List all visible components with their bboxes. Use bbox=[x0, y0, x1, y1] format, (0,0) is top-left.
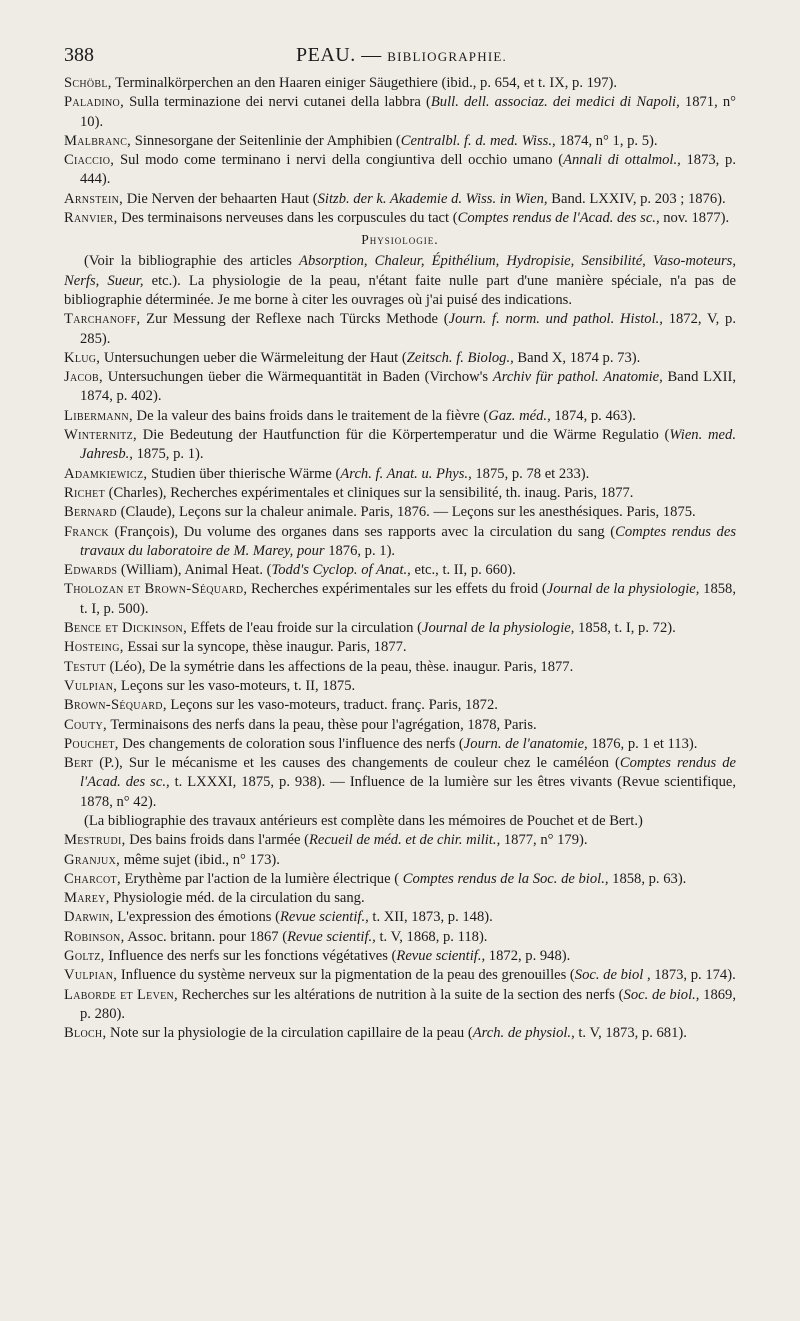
entry-citation: Revue scientif., bbox=[280, 909, 369, 926]
bibliography-entry bbox=[64, 908, 736, 927]
bibliography-entry bbox=[64, 407, 736, 426]
entry-author: Bernard bbox=[64, 504, 117, 521]
note-bibliography: (La bibliographie des travaux antérieurs est complète dans les mémoires de Pouchet et de Bert.) bbox=[84, 812, 643, 829]
bibliography-entry bbox=[64, 947, 736, 966]
entry-text: Des terminaisons nerveuses dans les corpuscules du tact ( bbox=[117, 210, 458, 227]
entry-author: Adamkiewicz, bbox=[64, 465, 148, 482]
entry-citation: Sitzb. der k. Akademie d. Wiss. in Wien, bbox=[317, 190, 548, 207]
entry-text: (Léo), De la symétrie dans les affections de la peau, thèse. inaugur. Paris, 1877. bbox=[105, 658, 574, 675]
entry-details: 1874, n° 1, p. 5). bbox=[555, 132, 658, 149]
entry-author: Franck bbox=[64, 523, 109, 540]
entry-citation: Arch. de physiol., bbox=[472, 1025, 575, 1042]
entry-author: Bence et Dickinson, bbox=[64, 620, 188, 637]
entry-citation: Journ. f. norm. und pathol. Histol., bbox=[448, 311, 663, 328]
entry-citation: Comptes rendus de l'Acad. des sc., bbox=[457, 210, 660, 227]
entry-text: Die Bedeutung der Hautfunction für die Körpertemperatur und die Wärme Regulatio ( bbox=[136, 427, 670, 444]
entry-author: Marey, bbox=[64, 890, 110, 907]
entry-citation: Zeitsch. f. Biolog., bbox=[406, 349, 514, 366]
running-title-sub: BIBLIOGRAPHIE. bbox=[387, 49, 507, 64]
entry-citation: Soc. de biol., bbox=[623, 986, 700, 1003]
entry-text: L'expression des émotions ( bbox=[113, 909, 280, 926]
entry-author: Granjux, bbox=[64, 851, 121, 868]
entry-text: Leçons sur les vaso-moteurs, t. II, 1875. bbox=[117, 677, 356, 694]
bibliography-physiology bbox=[64, 310, 736, 812]
entry-text: Influence des nerfs sur les fonctions végétatives ( bbox=[104, 948, 397, 965]
entry-author: Arnstein, bbox=[64, 190, 124, 207]
entry-text: (William), Animal Heat. ( bbox=[117, 562, 272, 579]
bibliography-entry bbox=[64, 735, 736, 754]
entry-details: 1871, n° 10). bbox=[80, 94, 736, 130]
entry-citation: Journal de la physiologie, bbox=[546, 581, 700, 598]
bibliography-anatomy bbox=[64, 74, 736, 228]
entry-author: Laborde et Leven, bbox=[64, 986, 178, 1003]
entry-text: Effets de l'eau froide sur la circulation ( bbox=[187, 620, 422, 637]
entry-details: 1875, p. 78 et 233). bbox=[471, 465, 590, 482]
entry-text: (P.), Sur le mécanisme et les causes des changements de couleur chez le caméléon ( bbox=[93, 755, 620, 772]
bibliography-entry bbox=[64, 928, 736, 947]
entry-author: Testut bbox=[64, 658, 106, 675]
entry-details: t. XII, 1873, p. 148). bbox=[368, 909, 493, 926]
entry-text: Note sur la physiologie de la circulation capillaire de la peau ( bbox=[106, 1025, 473, 1042]
bibliography-physiology-continued bbox=[64, 831, 736, 1043]
bibliography-entry bbox=[64, 465, 736, 484]
entry-author: Vulpian, bbox=[64, 677, 118, 694]
entry-citation: Revue scientif., bbox=[287, 928, 376, 945]
entry-details: 1858, t. I, p. 72). bbox=[574, 620, 676, 637]
entry-author: Goltz, bbox=[64, 948, 105, 965]
entry-details: 1875, p. 1). bbox=[132, 446, 204, 463]
bibliography-entry bbox=[64, 484, 736, 503]
bibliography-entry bbox=[64, 638, 736, 657]
running-header bbox=[64, 44, 736, 74]
entry-author: Klug, bbox=[64, 349, 101, 366]
entry-author: Robinson, bbox=[64, 928, 125, 945]
entry-details: 1876, p. 1). bbox=[324, 542, 396, 559]
bibliography-entry bbox=[64, 132, 736, 151]
entry-text: Die Nerven der behaarten Haut ( bbox=[123, 190, 318, 207]
bibliography-entry bbox=[64, 310, 736, 349]
bibliography-entry bbox=[64, 966, 736, 985]
bibliography-entry bbox=[64, 619, 736, 638]
intro-text-start: (Voir la bibliographie des articles bbox=[84, 253, 300, 270]
entry-details: Band X, 1874 p. 73). bbox=[513, 349, 641, 366]
entry-details: 1872, V, p. 285). bbox=[80, 311, 736, 347]
entry-text: Terminalkörperchen an den Haaren einiger Säugethiere (ibid., p. 654, et t. IX, p. 197). bbox=[111, 75, 618, 91]
bibliography-entry bbox=[64, 368, 736, 407]
entry-text: Terminaisons des nerfs dans la peau, thèse pour l'agrégation, 1878, Paris. bbox=[106, 716, 537, 733]
entry-citation: Soc. de biol bbox=[574, 967, 644, 984]
bibliography-entry bbox=[64, 209, 736, 228]
running-title-main: PEAU. bbox=[296, 44, 356, 66]
entry-details: nov. 1877). bbox=[659, 210, 730, 227]
entry-author: Couty, bbox=[64, 716, 107, 733]
entry-text: Untersuchungen ueber die Wärmeleitung der Haut ( bbox=[100, 349, 407, 366]
bibliography-entry bbox=[64, 677, 736, 696]
entry-text: Erythème par l'action de la lumière électrique ( bbox=[120, 870, 403, 887]
entry-text: Untersuchungen üeber die Wärmequantität in Baden (Virchow's bbox=[102, 369, 493, 386]
page-body bbox=[64, 74, 736, 1044]
running-title-separator: — bbox=[355, 44, 388, 66]
entry-citation: Recueil de méd. et de chir. milit., bbox=[308, 832, 501, 849]
entry-details: , 1873, p. 174). bbox=[643, 967, 736, 984]
entry-details: 1876, p. 1 et 113). bbox=[587, 735, 698, 752]
bibliography-entry bbox=[64, 74, 736, 93]
entry-author: Darwin, bbox=[64, 909, 114, 926]
entry-author: Charcot, bbox=[64, 870, 121, 887]
entry-citation: Comptes rendus des travaux du laboratoire de M. Marey, pour bbox=[80, 523, 736, 559]
entry-citation: Revue scientif., bbox=[396, 948, 486, 965]
intro-paragraph bbox=[64, 252, 736, 310]
entry-author: Mestrudi, bbox=[64, 832, 126, 849]
entry-citation: Journal de la physiologie, bbox=[422, 620, 575, 637]
entry-text: Des changements de coloration sous l'influence des nerfs ( bbox=[118, 735, 464, 752]
bibliography-entry bbox=[64, 1024, 736, 1043]
entry-details: t. V, 1868, p. 118). bbox=[375, 928, 488, 945]
intro-articles: Absorption, Chaleur, Épithélium, Hydropisie, Sensibilité, Vaso-moteurs, Nerfs, Sueur, bbox=[64, 253, 736, 289]
entry-author: Edwards bbox=[64, 562, 118, 579]
entry-text: Essai sur la syncope, thèse inaugur. Paris, 1877. bbox=[123, 639, 407, 656]
page-number: 388 bbox=[64, 44, 94, 66]
bibliography-entry bbox=[64, 561, 736, 580]
entry-text: Des bains froids dans l'armée ( bbox=[125, 832, 309, 849]
bibliography-entry bbox=[64, 190, 736, 209]
entry-author: Paladino, bbox=[64, 94, 125, 111]
entry-author: Winternitz, bbox=[64, 427, 137, 444]
entry-text: Studien über thierische Wärme ( bbox=[147, 465, 341, 482]
entry-author: Schöbl, bbox=[64, 75, 112, 91]
bibliography-entry bbox=[64, 93, 736, 132]
bibliography-entry bbox=[64, 523, 736, 562]
entry-details: 1874, p. 463). bbox=[550, 407, 636, 424]
entry-details: 1869, p. 280). bbox=[80, 986, 736, 1022]
entry-text: Sinnesorgane der Seitenlinie der Amphibien ( bbox=[131, 132, 401, 149]
entry-text: Sulla terminazione dei nervi cutanei della labbra ( bbox=[124, 94, 431, 111]
entry-text: (Claude), Leçons sur la chaleur animale. Paris, 1876. — Leçons sur les anesthésiques. Paris, 1875. bbox=[116, 504, 696, 521]
entry-citation: Comptes rendus de l'Acad. des sc., bbox=[80, 755, 736, 791]
entry-details: t. LXXXI, 1875, p. 938). — Influence de la lumière sur les êtres vivants (Revue scientifique, 1878, n° 42). bbox=[80, 774, 736, 810]
entry-details: 1872, p. 948). bbox=[485, 948, 571, 965]
entry-details: Band LXII, 1874, p. 402). bbox=[80, 369, 736, 405]
intro-text-end: etc.). La physiologie de la peau, n'étant faite nulle part d'une manière spéciale, n'a pas de bibliographie déterminée. Je me borne à citer les ouvrages où j'ai puisé des indications. bbox=[64, 272, 737, 308]
section-title-physiologie: Physiologie. bbox=[361, 232, 439, 248]
entry-text: même sujet (ibid., n° 173). bbox=[120, 851, 280, 868]
entry-citation: Annali di ottalmol., bbox=[563, 152, 681, 169]
entry-citation: Gaz. méd., bbox=[488, 407, 551, 424]
entry-author: Hosteing, bbox=[64, 639, 124, 656]
entry-details: etc., t. II, p. 660). bbox=[410, 562, 516, 579]
bibliography-entry bbox=[64, 754, 736, 812]
entry-author: Pouchet, bbox=[64, 735, 119, 752]
entry-author: Tholozan et Brown-Séquard, bbox=[64, 581, 248, 598]
bibliography-entry bbox=[64, 503, 736, 522]
bibliography-entry bbox=[64, 658, 736, 677]
entry-author: Brown-Séquard, bbox=[64, 697, 167, 714]
entry-details: 1873, p. 444). bbox=[80, 152, 736, 188]
entry-citation: Wien. med. Jahresb., bbox=[80, 427, 736, 463]
bibliography-entry bbox=[64, 151, 736, 190]
entry-text: (François), Du volume des organes dans ses rapports avec la circulation du sang ( bbox=[108, 523, 616, 540]
entry-text: Recherches expérimentales sur les effets du froid ( bbox=[247, 581, 547, 598]
entry-details: t. V, 1873, p. 681). bbox=[574, 1025, 687, 1042]
entry-citation: Todd's Cyclop. of Anat., bbox=[271, 562, 411, 579]
entry-citation: Bull. dell. associaz. dei medici di Napoli, bbox=[430, 94, 680, 111]
bibliography-entry bbox=[64, 716, 736, 735]
entry-details: 1877, n° 179). bbox=[500, 832, 588, 849]
bibliography-entry bbox=[64, 696, 736, 715]
entry-author: Bloch, bbox=[64, 1025, 107, 1042]
entry-author: Jacob, bbox=[64, 369, 103, 386]
entry-text: Zur Messung der Reflexe nach Türcks Methode ( bbox=[140, 311, 449, 328]
entry-author: Richet bbox=[64, 484, 105, 501]
entry-author: Vulpian, bbox=[64, 967, 118, 984]
entry-details: 1858, p. 63). bbox=[608, 870, 687, 887]
entry-citation: Arch. f. Anat. u. Phys., bbox=[340, 465, 472, 482]
entry-details: Band. LXXIV, p. 203 ; 1876). bbox=[547, 190, 726, 207]
entry-author: Ranvier, bbox=[64, 210, 118, 227]
bibliography-entry bbox=[64, 851, 736, 870]
entry-text: (Charles), Recherches expérimentales et cliniques sur la sensibilité, th. inaug. Paris, 1877. bbox=[104, 484, 634, 501]
entry-author: Ciaccio, bbox=[64, 152, 115, 169]
bibliography-entry bbox=[64, 870, 736, 889]
bibliography-entry bbox=[64, 889, 736, 908]
entry-text: Recherches sur les altérations de nutrition à la suite de la section des nerfs ( bbox=[178, 986, 624, 1003]
bibliography-entry bbox=[64, 580, 736, 619]
entry-text: Influence du système nerveux sur la pigmentation de la peau des grenouilles ( bbox=[117, 967, 575, 984]
entry-text: De la valeur des bains froids dans le traitement de la fièvre ( bbox=[132, 407, 489, 424]
entry-text: Leçons sur les vaso-moteurs, traduct. franç. Paris, 1872. bbox=[166, 697, 498, 714]
entry-author: Libermann, bbox=[64, 407, 133, 424]
entry-author: Tarchanoff, bbox=[64, 311, 141, 328]
entry-citation: Centralbl. f. d. med. Wiss., bbox=[400, 132, 556, 149]
bibliography-entry bbox=[64, 986, 736, 1025]
running-title bbox=[296, 44, 507, 67]
entry-author: Bert bbox=[64, 755, 94, 772]
entry-text: Physiologie méd. de la circulation du sang. bbox=[109, 890, 365, 907]
entry-details: 1858, t. I, p. 500). bbox=[80, 581, 736, 617]
entry-text: Assoc. britann. pour 1867 ( bbox=[124, 928, 288, 945]
entry-text: Sul modo come terminano i nervi della congiuntiva dell occhio umano ( bbox=[114, 152, 564, 169]
entry-citation: Archiv für pathol. Anatomie, bbox=[492, 369, 663, 386]
bibliography-entry bbox=[64, 426, 736, 465]
entry-citation: Journ. de l'anatomie, bbox=[463, 735, 588, 752]
entry-author: Malbranc, bbox=[64, 132, 132, 149]
bibliography-entry bbox=[64, 349, 736, 368]
bibliography-entry bbox=[64, 831, 736, 850]
entry-citation: Comptes rendus de la Soc. de biol., bbox=[402, 870, 609, 887]
